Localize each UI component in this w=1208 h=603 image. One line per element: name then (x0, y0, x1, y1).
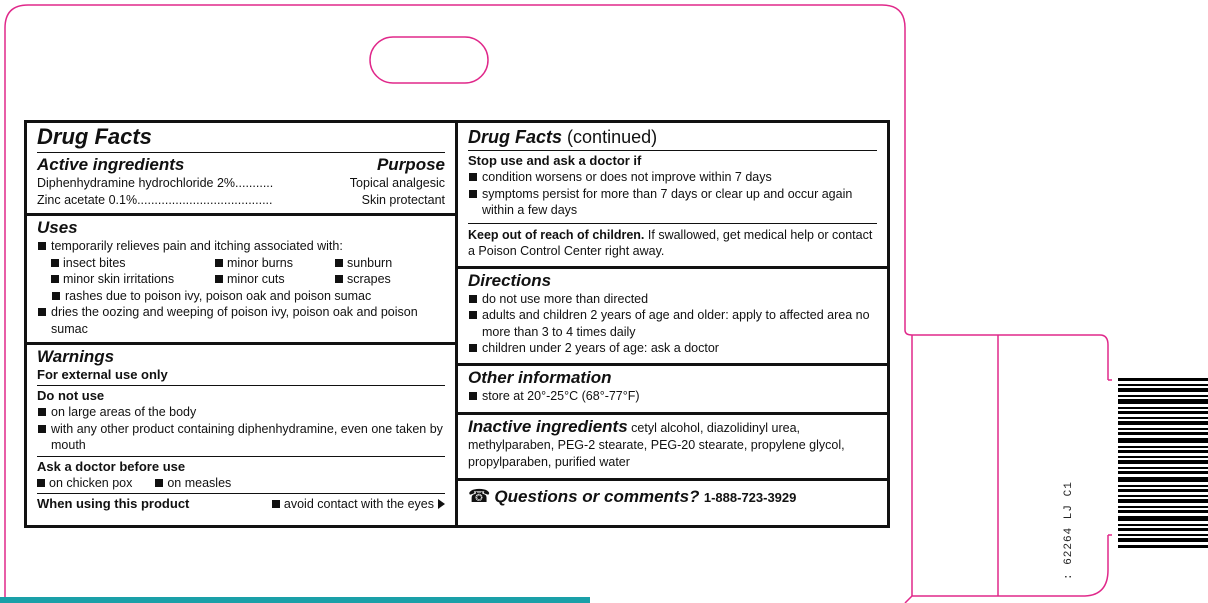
warnings-section (27, 342, 455, 515)
barcode (1118, 378, 1208, 550)
drug-facts-panel (24, 120, 890, 528)
directions-item: adults and children 2 years of age and older: apply to affected area no more than 3 to 4 times daily (468, 307, 877, 340)
ask-doctor-heading: Ask a doctor before use (37, 458, 186, 474)
active-row: Zinc acetate 0.1%....................................... Skin protectant (37, 192, 445, 207)
uses-rashes: rashes due to poison ivy, poison oak and poison sumac (37, 288, 445, 305)
continue-arrow-icon (438, 499, 445, 509)
directions-item: do not use more than directed (468, 291, 877, 308)
active-row: Diphenhydramine hydrochloride 2%........... Topical analgesic (37, 176, 445, 190)
uses-section (27, 213, 455, 339)
do-not-use-heading: Do not use (37, 388, 105, 403)
active-ingredients-heading: Active ingredients (37, 155, 185, 174)
do-not-use-item: with any other product containing diphenhydramine, even one taken by mouth (37, 421, 445, 454)
do-not-use-item: on large areas of the body (37, 404, 445, 421)
warnings-heading: Warnings (37, 347, 115, 366)
other-information-heading: Other information (468, 367, 612, 387)
directions-heading: Directions (468, 270, 552, 290)
keep-out-of-reach: Keep out of reach of children. If swallowed, get medical help or contact a Poison Control Center right away. (468, 227, 873, 258)
inactive-ingredients: Inactive ingredients cetyl alcohol, diazolidinyl urea, methylparaben, PEG-2 stearate, PEG-20 stearate, propylene glycol, propylparaben, purified water (468, 417, 845, 469)
ask-doctor-items: on chicken pox on measles (37, 475, 445, 492)
purpose-heading: Purpose (376, 155, 445, 174)
drug-facts-right-column (458, 123, 887, 525)
bottom-color-bar (0, 597, 590, 603)
stop-use-item: condition worsens or does not improve within 7 days (468, 169, 877, 186)
drug-facts-left-column (27, 123, 458, 525)
uses-grid: insect bites minor burns sunburn minor skin irritations minor cuts scrapes (37, 255, 445, 288)
stop-use-item: symptoms persist for more than 7 days or clear up and occur again within a few days (468, 186, 877, 219)
other-information-item: store at 20°-25°C (68°-77°F) (468, 388, 877, 405)
when-using-row: When using this product avoid contact with the eyes (37, 496, 445, 513)
active-ingredients-section (27, 123, 455, 210)
directions-item: children under 2 years of age: ask a doctor (468, 340, 877, 357)
inactive-ingredients-section (458, 412, 887, 472)
hang-hole (370, 37, 488, 83)
questions-line: ☎ Questions or comments? 1-888-723-3929 (468, 486, 797, 506)
external-use-only: For external use only (37, 367, 168, 382)
drug-facts-continued-title: Drug Facts (continued) (468, 127, 658, 147)
uses-heading: Uses (37, 218, 78, 237)
uses-dries: dries the oozing and weeping of poison ivy, poison oak and poison sumac (37, 304, 445, 337)
drug-facts-title: Drug Facts (37, 124, 152, 149)
directions-section (458, 266, 887, 359)
side-code: : 62264 LJ C1 (1063, 481, 1075, 580)
stop-use-heading: Stop use and ask a doctor if (468, 153, 642, 168)
phone-icon: ☎ (468, 486, 491, 506)
stop-use-section (458, 123, 887, 262)
questions-section (458, 478, 887, 509)
phone-number: 1-888-723-3929 (703, 490, 797, 505)
other-information-section (458, 363, 887, 407)
uses-intro: temporarily relieves pain and itching associated with: (37, 238, 445, 255)
